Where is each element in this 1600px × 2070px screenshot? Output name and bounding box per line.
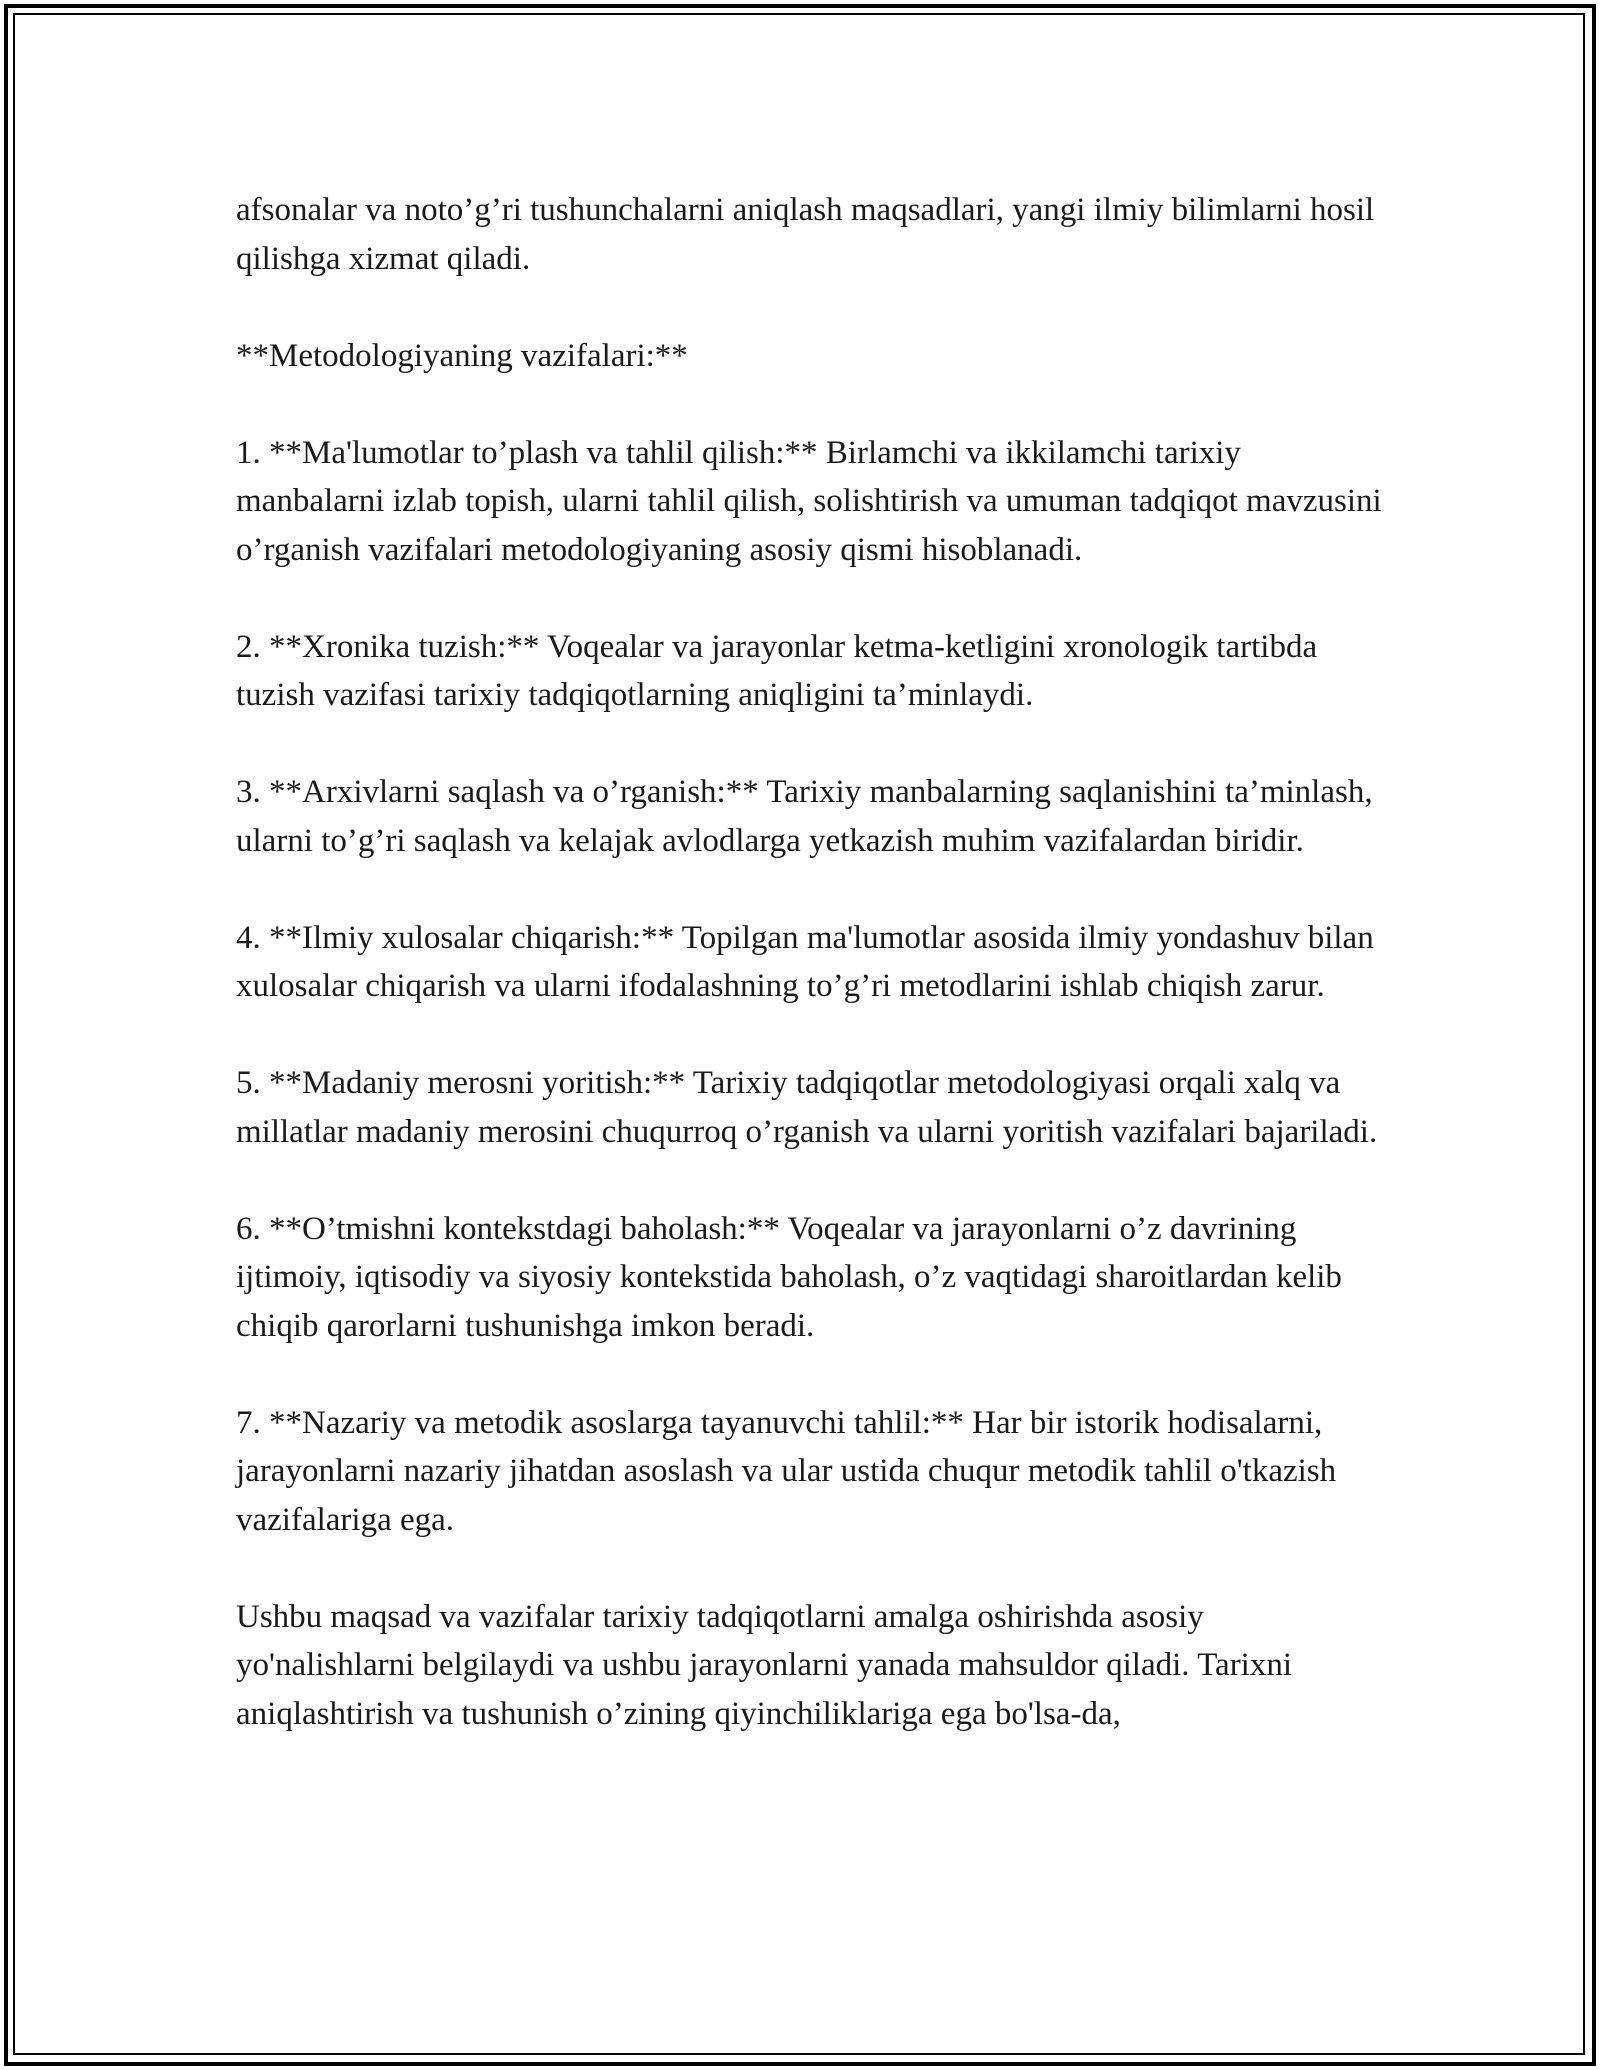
section-heading: **Metodologiyaning vazifalari:** <box>236 337 688 374</box>
paragraph-conclusion: Ushbu maqsad va vazifalar tarixiy tadqiqotlarni amalga oshirishda asosiy yo'nalishlarni belgilaydi va ushbu jarayonlarni yanada mahsuldor qiladi. Tarixni aniqlashtirish va tushunish o’zining qiyinchiliklariga ega bo'lsa-da, <box>236 1598 1293 1732</box>
list-item: 2. **Xronika tuzish:** Voqealar va jarayonlar ketma-ketligini xronologik tartibda tuzish vazifasi tarixiy tadqiqotlarning aniqligini ta’minlaydi. <box>236 628 1318 713</box>
list-item: 1. **Ma'lumotlar to’plash va tahlil qilish:** Birlamchi va ikkilamchi tarixiy manbalarni izlab topish, ularni tahlil qilish, solishtirish va umuman tadqiqot mavzusini o’rganish vazifalari metodologiyaning asosiy qismi hisoblanadi. <box>236 434 1382 568</box>
list-item: 3. **Arxivlarni saqlash va o’rganish:** Tarixiy manbalarning saqlanishini ta’minlash, ularni to’g’ri saqlash va kelajak avlodlarga yetkazish muhim vazifalardan biridir. <box>236 774 1373 859</box>
list-item: 7. **Nazariy va metodik asoslarga tayanuvchi tahlil:** Har bir istorik hodisalarni, jarayonlarni nazariy jihatdan asoslash va ular ustida chuqur metodik tahlil o'tkazish vazifalariga ega. <box>236 1404 1337 1538</box>
list-item: 6. **O’tmishni kontekstdagi baholash:** Voqealar va jarayonlarni o’z davrining ijtimoiy, iqtisodiy va siyosiy kontekstida baholash, o’z vaqtidagi sharoitlardan kelib chiqib qarorlarni tushunishga imkon beradi. <box>236 1210 1342 1344</box>
list-item: 4. **Ilmiy xulosalar chiqarish:** Topilgan ma'lumotlar asosida ilmiy yondashuv bilan xulosalar chiqarish va ularni ifodalashning to’g’ri metodlarini ishlab chiqish zarur. <box>236 919 1374 1004</box>
document-body <box>236 186 1386 1738</box>
list-item: 5. **Madaniy merosni yoritish:** Tarixiy tadqiqotlar metodologiyasi orqali xalq va millatlar madaniy merosini chuqurroq o’rganish va ularni yoritish vazifalari bajariladi. <box>236 1065 1378 1150</box>
paragraph-intro-continuation: afsonalar va noto’g’ri tushunchalarni aniqlash maqsadlari, yangi ilmiy bilimlarni hosil qilishga xizmat qiladi. <box>236 192 1375 277</box>
